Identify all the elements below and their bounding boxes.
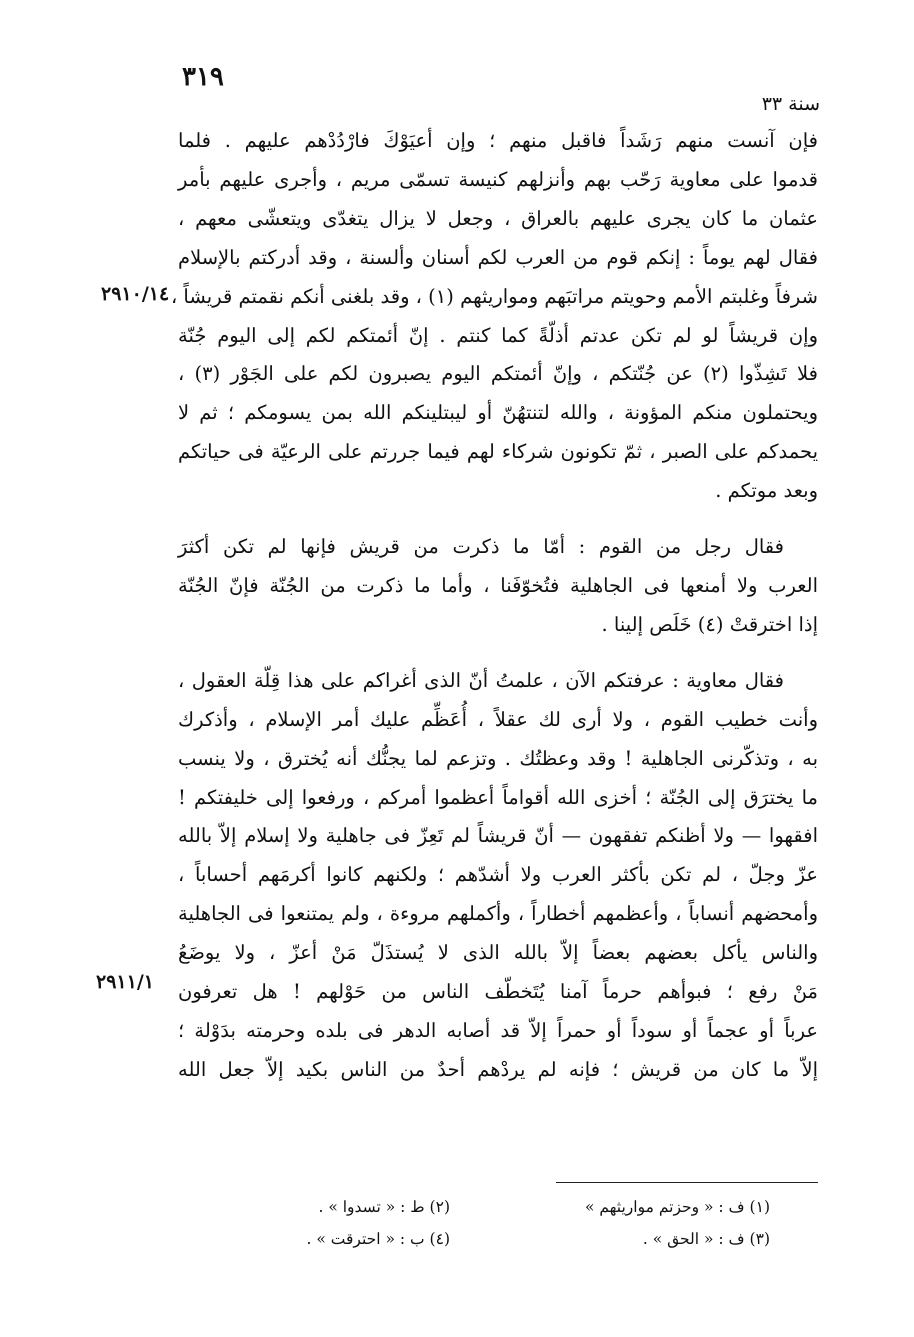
text-line: مَنْ رفع ؛ فبوأهم حرماً آمنا يُتَخطّف الناس من حَوْلهم ! هل تعرفون bbox=[178, 980, 818, 1004]
text-line: يحمدكم على الصبر ، ثمّ تكونون شركاء لهم فيما جررتم على الرعيّة فى حياتكم bbox=[178, 440, 818, 464]
text-line: فإن آنست منهم رَشَداً فاقبل منهم ؛ وإن أعيَوْكَ فارْدُدْهم عليهم . فلما bbox=[178, 129, 818, 152]
text-line: إذا اخترقتْ (٤) خَلَص إلينا . bbox=[601, 612, 818, 636]
running-header-year: سنة ٣٣ bbox=[761, 93, 820, 115]
paragraph-1 bbox=[170, 122, 818, 511]
paragraph-3 bbox=[178, 662, 818, 1090]
text-line: عزّ وجلّ ، لم تكن بأكثر العرب ولا أشدّهم ؛ ولكنهم كانوا أكرمَهم أحساباً ، bbox=[178, 863, 818, 887]
text-line: فقال معاوية : عرفتكم الآن ، علمتُ أنّ الذى أغراكم على هذا قِلّة العقول ، bbox=[178, 668, 784, 692]
footnotes bbox=[178, 1191, 818, 1255]
text-line: عثمان ما كان يجرى عليهم بالعراق ، وجعل لا يزال يتغدّى ويتعشّى معهم ، bbox=[178, 206, 818, 230]
footnote: (٤) ب : « احترقت » . bbox=[306, 1230, 450, 1248]
text-line: ويحتملون منكم المؤونة ، والله لتنتهُنّ أو ليبتلينكم الله بمن يسومكم ؛ ثم لا bbox=[178, 401, 818, 425]
text-line: افقهوا — ولا أظنكم تفقهون — أنّ قريشاً لم تَعِزّ فى جاهلية ولا إسلام إلاّ بالله bbox=[178, 824, 818, 848]
text-line: وإن قريشاً لو لم تكن عدتم أذلّةً كما كنتم . إنّ أئمتكم لكم إلى اليوم جُنّة bbox=[178, 323, 818, 347]
footnote: (٢) ط : « تسدوا » . bbox=[318, 1198, 450, 1216]
text-line: عرباً أو عجماً أو سوداً أو حمراً إلاّ قد أصابه الدهر فى بلده وحرمته بدَوْلة ؛ bbox=[178, 1018, 818, 1042]
main-text bbox=[170, 122, 818, 1090]
paragraph-2 bbox=[178, 528, 818, 645]
margin-reference: ٢٩١١/١ bbox=[96, 971, 154, 993]
text-line: والناس يأكل بعضهم بعضاً إلاّ بالله الذى لا يُستذَلّ مَنْ أعزّ ، ولا يوضَعُ bbox=[178, 941, 818, 965]
text-line: وأنت خطيب القوم ، ولا أرى لك عقلاً ، أُعَظِّم عليك أمر الإسلام ، وأذكرك bbox=[178, 707, 818, 731]
text-line: قدموا على معاوية رَحّب بهم وأنزلهم كنيسة تسمّى مريم ، وأجرى عليهم بأمر bbox=[178, 167, 818, 191]
text-line: فلا تَشِذّوا (٢) عن جُنّتكم ، وإنّ أئمتكم اليوم يصبرون لكم على الجَوْر (٣) ، bbox=[178, 362, 818, 386]
footnote: (٣) ف : « الحق » . bbox=[642, 1230, 770, 1248]
text-line: فقال لهم يوماً : إنكم قوم من العرب لكم أسنان وألسنة ، وقد أدركتم بالإسلام bbox=[178, 245, 818, 269]
text-line: وبعد موتكم . bbox=[715, 479, 818, 503]
text-line: إلاّ ما كان من قريش ؛ فإنه لم يردْهم أحدٌ من الناس بكيد إلاّ جعل الله bbox=[178, 1057, 818, 1081]
text-line: وأمحضهم أنساباً ، وأعظمهم أخطاراً ، وأكملهم مروءة ، ولم يمتنعوا فى الجاهلية bbox=[178, 902, 818, 926]
text-line: العرب ولا أمنعها فى الجاهلية فتُخوّفَنا ، وأما ما ذكرت من الجُنّة فإنّ الجُنّة bbox=[178, 573, 818, 597]
text-line: فقال رجل من القوم : أمّا ما ذكرت من قريش فإنها لم تكن أكثرَ bbox=[178, 535, 784, 559]
text-line: به ، وتذكّرنى الجاهلية ! وقد وعظتُك . وتزعم لما يجنُّك أنه يُخترق ، ولا ينسب bbox=[178, 746, 818, 770]
margin-reference: ٢٩١٠/١٤ bbox=[101, 283, 170, 305]
text-line: ما يخترَق إلى الجُنّة ؛ أخزى الله أقواماً أعظموا أمركم ، ورفعوا إلى خليفتكم ! bbox=[178, 785, 818, 809]
footnote-divider bbox=[556, 1182, 818, 1183]
page-number: ٣١٩ bbox=[182, 62, 224, 92]
text-line: شرفاً وغلبتم الأمم وحويتم مراتبَهم ومواريثهم (١) ، وقد بلغنى أنكم نقمتم قريشاً ، bbox=[170, 284, 818, 308]
footnote: (١) ف : « وحزتم مواريثهم » bbox=[584, 1198, 770, 1216]
